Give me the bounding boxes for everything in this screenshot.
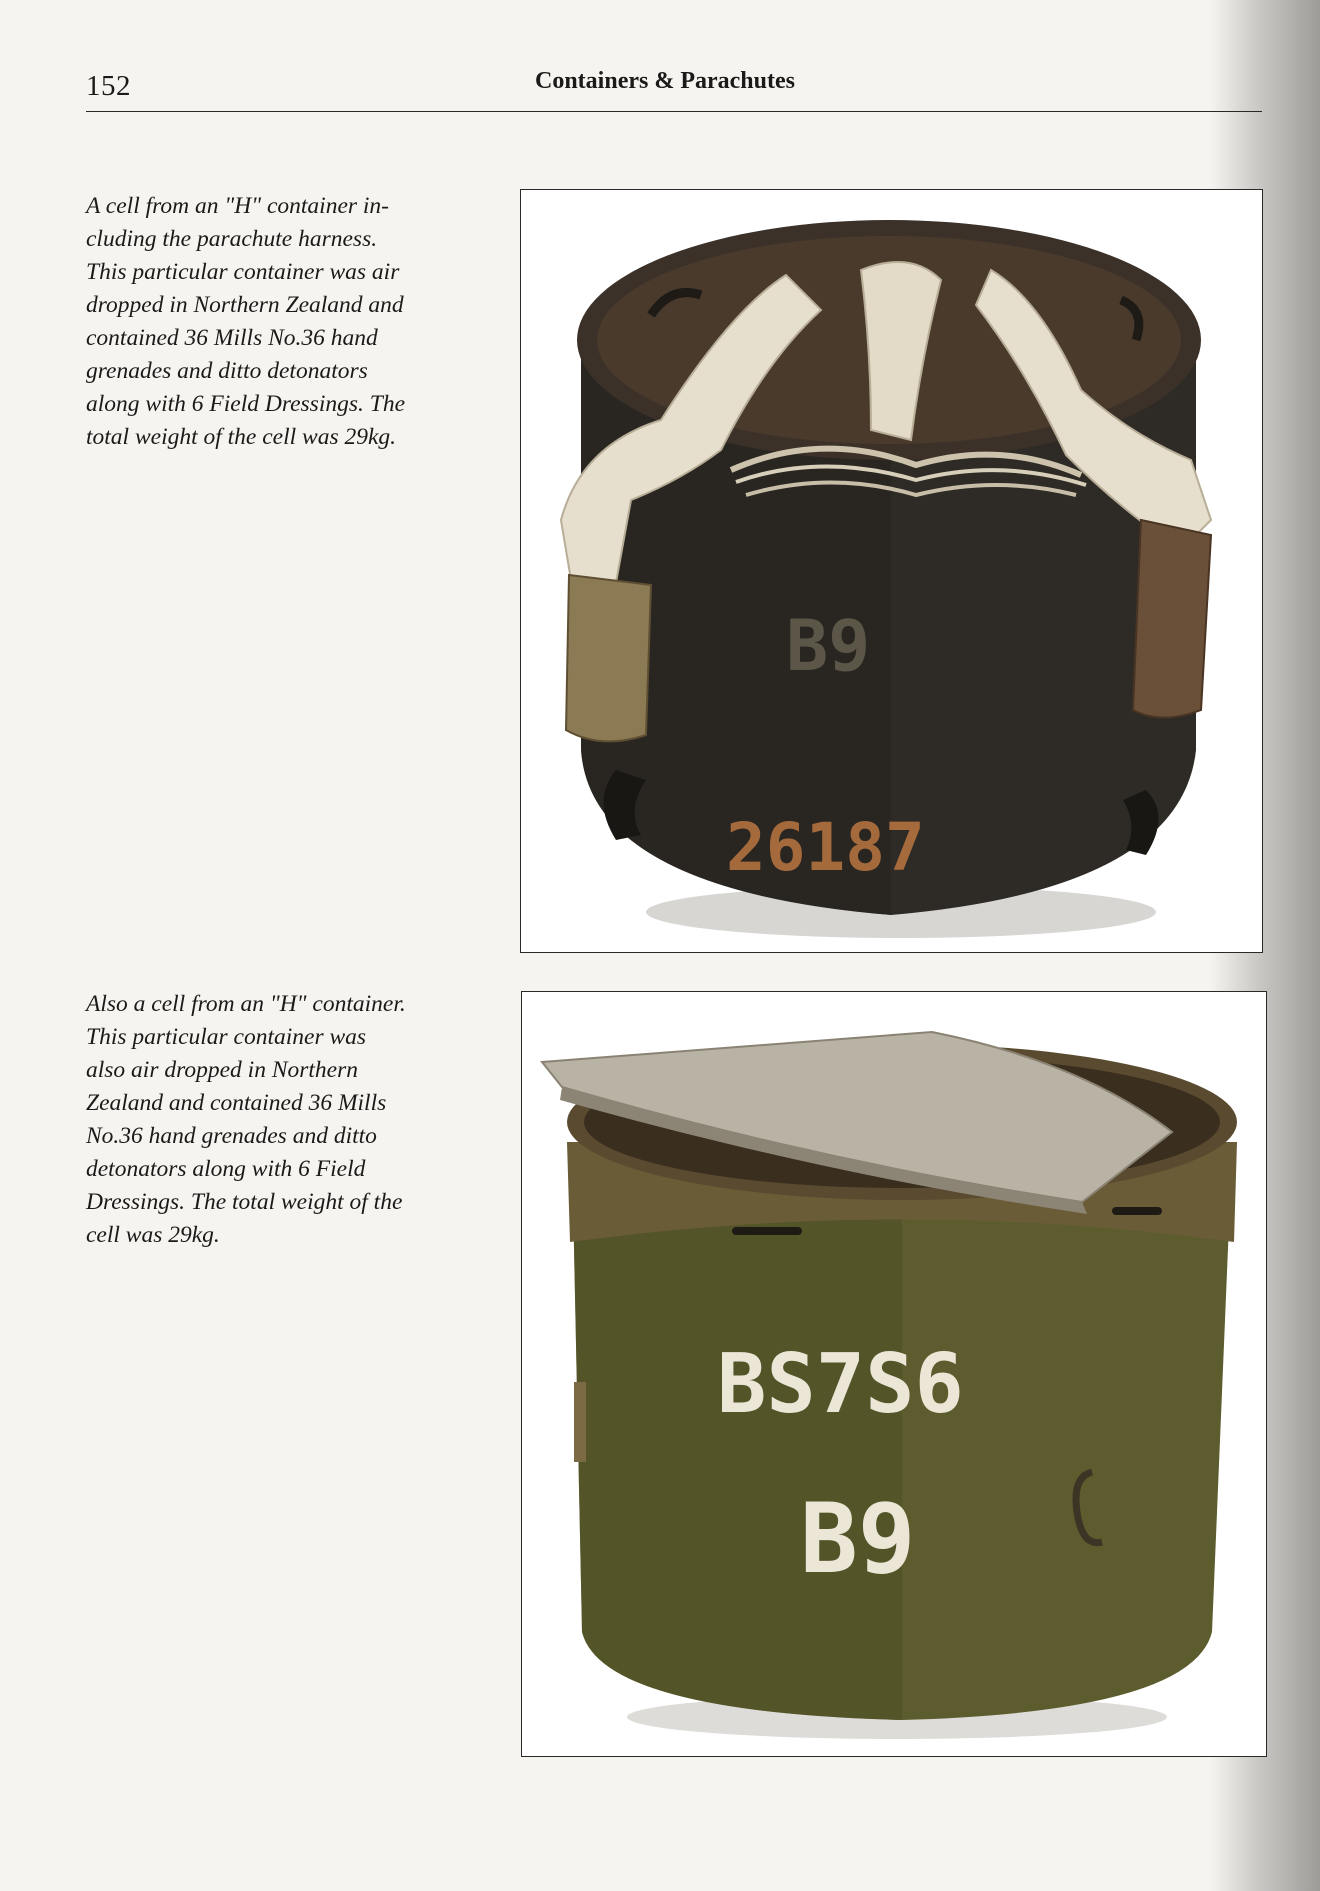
stencil-bottom-text: 26187 [726, 809, 925, 886]
page-number: 152 [86, 70, 131, 102]
stencil-top-text: BS7S6 [717, 1337, 964, 1432]
figure-caption-1: A cell from an "H" container in- cluding the parachute harness. This particular container was air dropped in Northern Zealand and contained 36 Mills No.36 hand grenades and ditto detonators along with 6 Field Dressings. The total weight of the cell was 29kg. [86, 193, 405, 450]
photo-h-container-cell-open-lid [521, 991, 1267, 1757]
header-rule [86, 111, 1262, 112]
open-container-illustration [522, 992, 1266, 1756]
harness-container-illustration [521, 190, 1262, 952]
stencil-bottom-text: B9 [800, 1483, 916, 1595]
figure-caption-2: Also a cell from an "H" container. This particular container was also air dropped in Northern Zealand and contained 36 Mills No.36 hand grenades and ditto detonators along with 6 Field Dressings. The total weight of the cell was 29kg. [86, 991, 406, 1248]
running-head: Containers & Parachutes [535, 68, 795, 94]
photo-h-container-cell-with-harness [520, 189, 1263, 953]
stencil-top-text: B9 [786, 605, 871, 687]
